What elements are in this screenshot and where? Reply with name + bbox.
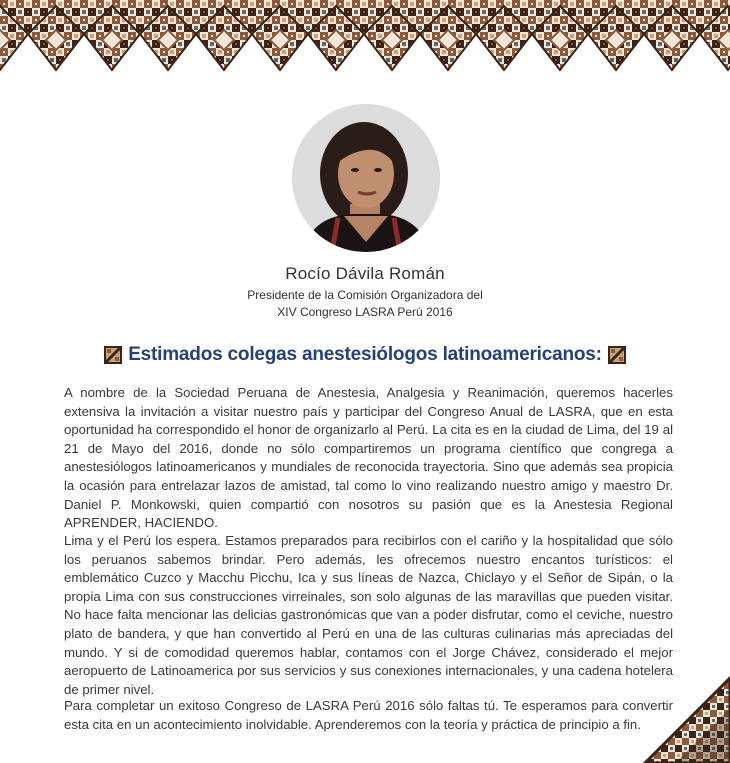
speaker-name: Rocío Dávila Román [285, 264, 445, 283]
andean-pattern-icon [608, 346, 626, 364]
salutation-text: Estimados colegas anestesiólogos latinoamericanos: [128, 344, 602, 365]
andean-pattern-icon [104, 346, 122, 364]
paragraph-tourism: Lima y el Perú los espera. Estamos preparados para recibirlos con el cariño y la hospitalidad que sólo los peruanos sabemos brindar. Pero además, les ofrecemos nuestro encantos turísticos: el emblemático Cuzco y Macchu Picchu, Ica y sus líneas de Nazca, Chiclayo y el Señor de Sipán, o la propia Lima con sus construcciones virreinales, son solo algunas de las maravillas que pueden visitar. No hace falta mencionar las delicias gastronómicas que van a poder disfrutar, como el ceviche, nuestro plato de bandera, y que han convertido al Perú en una de las culturas culinarias más apreciadas del mundo. Y si de comodidad queremos hablar, contamos con el Jorge Chávez, considerado el mejor aeropuerto de Latinoamerica por sus servicios y sus conexiones internacionales, y una cadena hotelera de primer nivel. [64, 533, 673, 697]
paragraph-closing: Para completar un exitoso Congreso de LASRA Perú 2016 sólo faltas tú. Te esperamos para convertir esta cita en un acontecimiento inolvidable. Aprenderemos con la teoría y práctica de principio a fin. [64, 698, 673, 732]
speaker-role-line2: XIV Congreso LASRA Perú 2016 [277, 305, 453, 319]
banner-diamonds [0, 0, 730, 70]
andean-pattern-banner [0, 0, 730, 100]
paragraph-invitation: A nombre de la Sociedad Peruana de Anestesia, Analgesia y Reanimación, queremos hacerles extensiva la invitación a visitar nuestro país y participar del Congreso Anual de LASRA, que en esta oportunidad ha correspondido el honor de organizarlo al Perú. La cita es en la ciudad de Lima, del 19 al 21 de Mayo del 2016, donde no sólo compartiremos un programa científico que congrega a anestesiólogos latinoamericanos y mundiales de reconocida trayectoria. Sino que además sea propicia la ocasión para entrelazar lazos de amistad, tal como lo vino realizando nuestro amigo y maestro Dr. Daniel P. Monkowski, quien compartió con nosotros su pasión que es la Anestesia Regional APRENDER, HACIENDO. [64, 385, 673, 531]
salutation-heading [0, 344, 730, 366]
speaker-photo [292, 104, 440, 252]
speaker-role-line1: Presidente de la Comisión Organizadora del [247, 288, 483, 302]
